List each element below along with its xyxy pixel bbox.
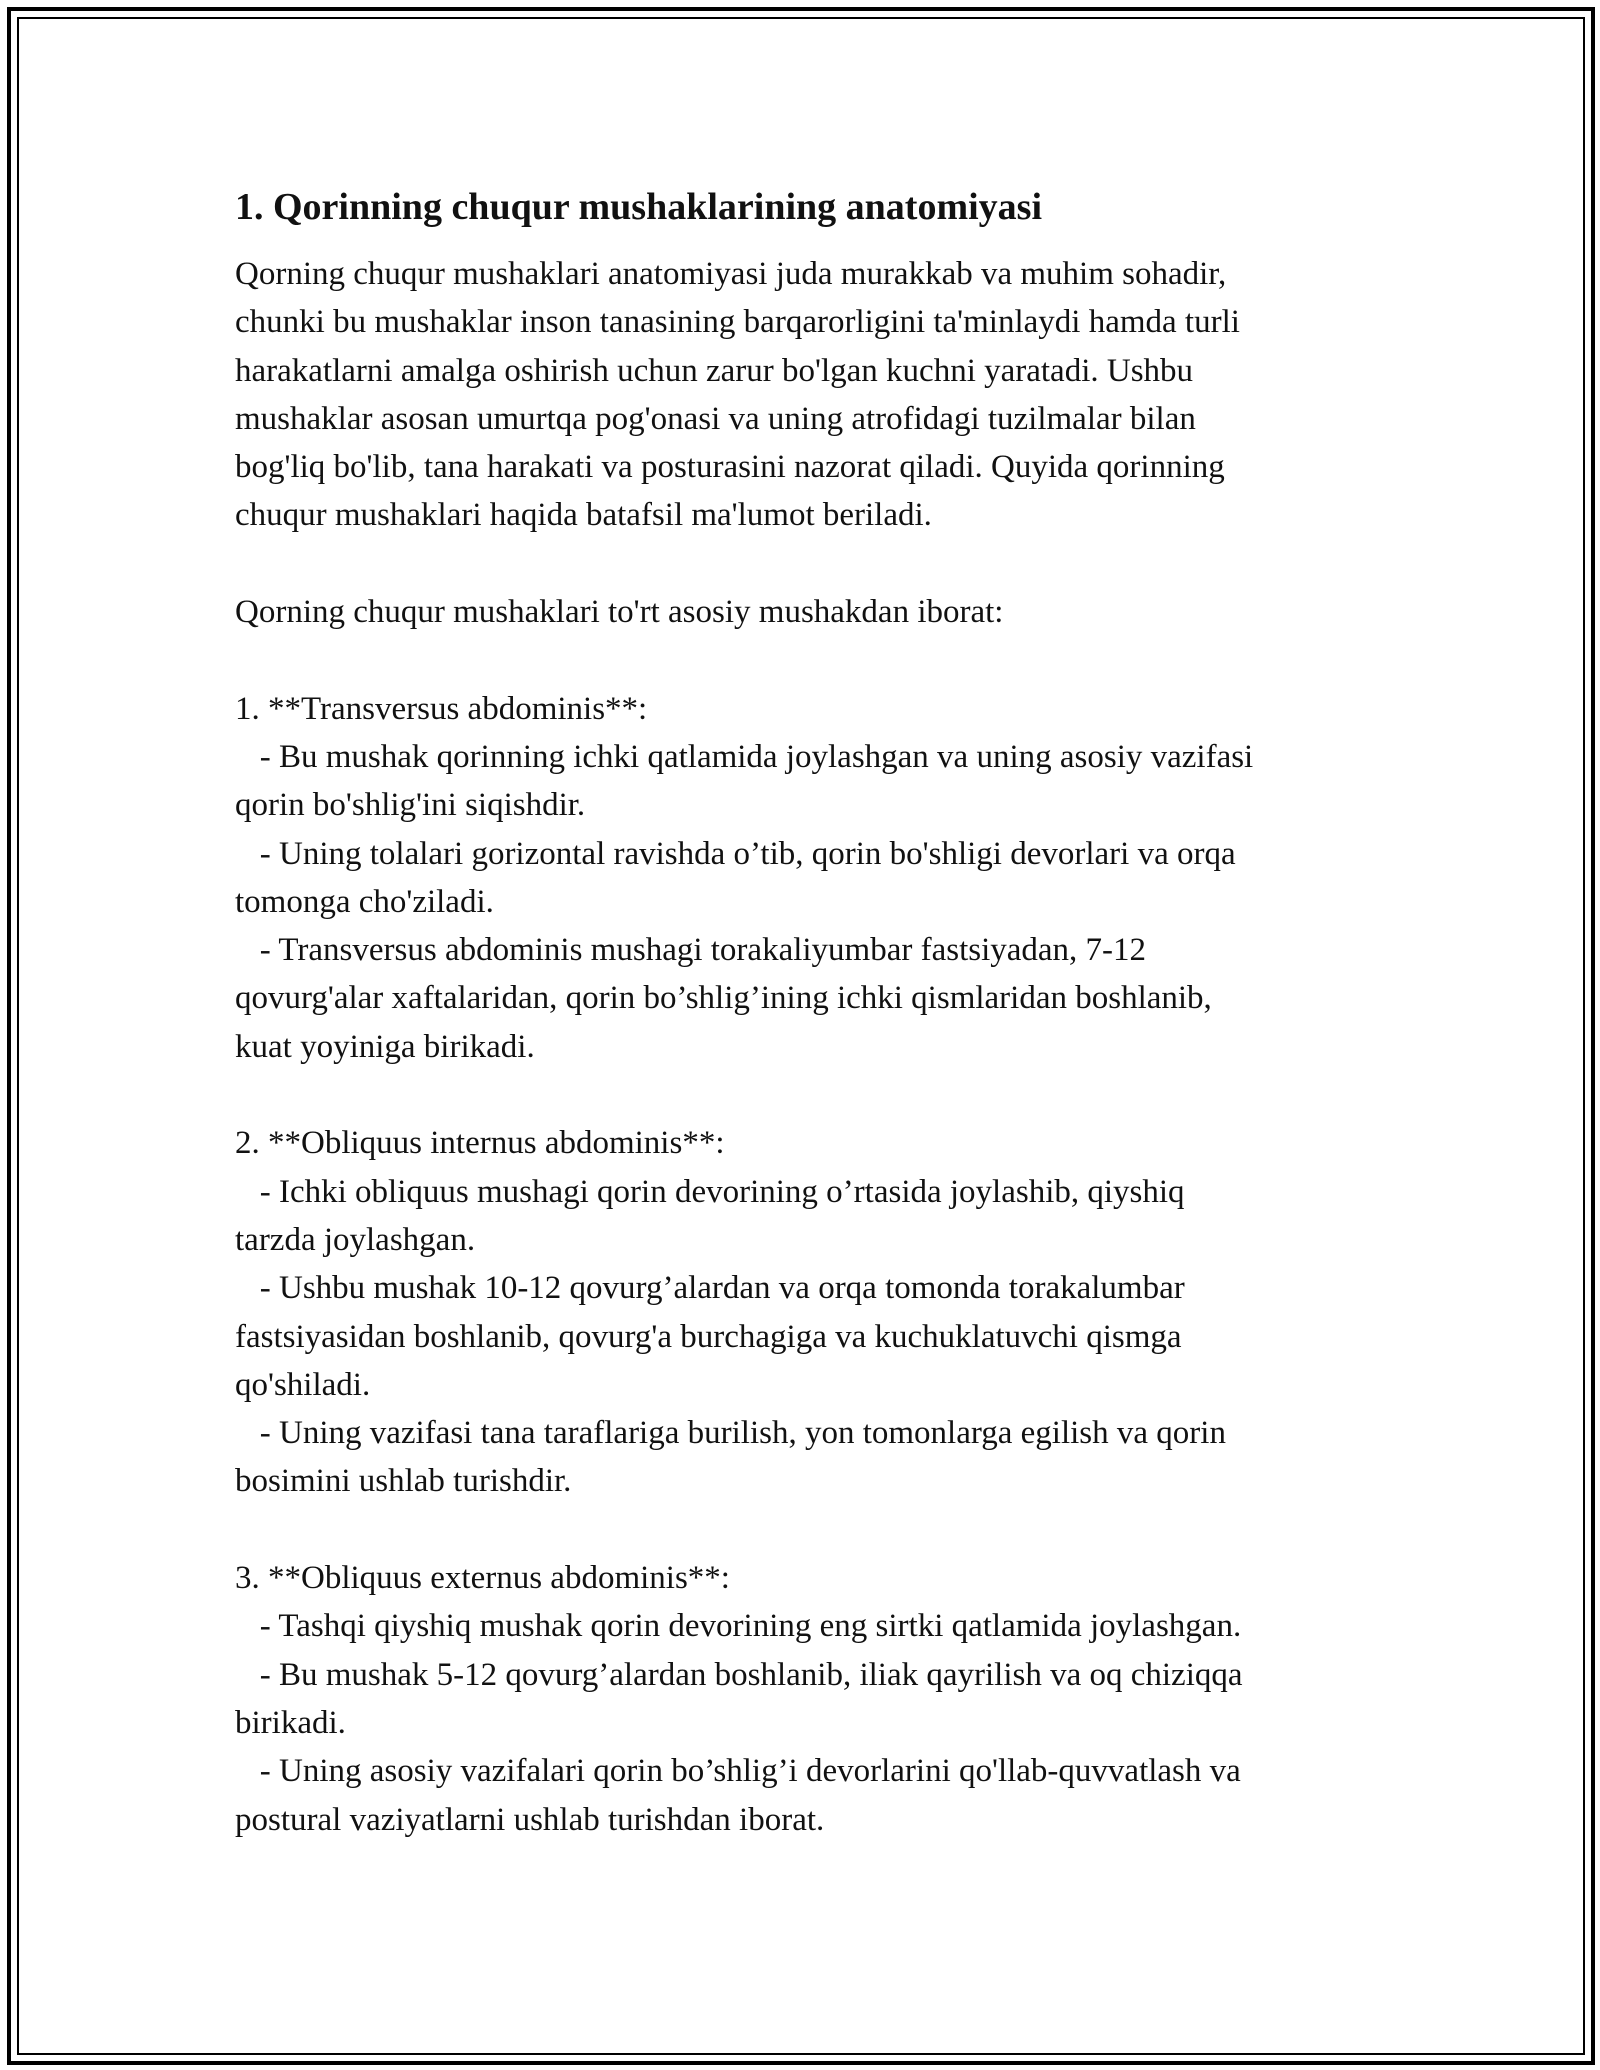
text-line: bosimini ushlab turishdir. bbox=[235, 1463, 572, 1500]
text-line: Qorning chuqur mushaklari anatomiyasi juda murakkab va muhim sohadir, bbox=[235, 256, 1227, 292]
text-line: postural vaziyatlarni ushlab turishdan iborat. bbox=[235, 1801, 825, 1838]
text-line: fastsiyasidan boshlanib, qovurg'a burchagiga va kuchuklatuvchi qismga bbox=[235, 1318, 1182, 1355]
text-line: - Uning asosiy vazifalari qorin bo’shlig’i devorlarini qo'llab-quvvatlash va bbox=[235, 1753, 1241, 1790]
text-line: qo'shiladi. bbox=[235, 1366, 371, 1403]
document-body bbox=[235, 184, 1385, 1844]
text-line: mushaklar asosan umurtqa pog'onasi va uning atrofidagi tuzilmalar bilan bbox=[235, 400, 1196, 437]
text-line: kuat yoyiniga birikadi. bbox=[235, 1028, 535, 1065]
section-heading: 1. Qorinning chuqur mushaklarining anatomiyasi bbox=[235, 186, 1043, 228]
list-item-heading: 1. **Transversus abdominis**: bbox=[235, 690, 648, 727]
text-line: - Ichki obliquus mushagi qorin devorining o’rtasida joylashib, qiyshiq bbox=[235, 1173, 1185, 1210]
blank-line bbox=[235, 636, 1385, 684]
text-line: qovurg'alar xaftalaridan, qorin bo’shlig’ining ichki qismlaridan boshlanib, bbox=[235, 980, 1212, 1017]
blank-line bbox=[235, 1506, 1385, 1554]
text-line: - Tashqi qiyshiq mushak qorin devorining eng sirtki qatlamida joylashgan. bbox=[235, 1608, 1242, 1645]
text-line: - Bu mushak 5-12 qovurg’alardan boshlanib, iliak qayrilish va oq chiziqqa bbox=[235, 1656, 1243, 1693]
text-line: - Ushbu mushak 10-12 qovurg’alardan va orqa tomonda torakalumbar bbox=[235, 1270, 1185, 1307]
blank-line bbox=[235, 540, 1385, 588]
text-line: bog'liq bo'lib, tana harakati va posturasini nazorat qiladi. Quyida qorinning bbox=[235, 449, 1225, 486]
list-item-heading: 3. **Obliquus externus abdominis**: bbox=[235, 1560, 730, 1597]
text-line: harakatlarni amalga oshirish uchun zarur bo'lgan kuchni yaratadi. Ushbu bbox=[235, 352, 1194, 389]
text-line: chuqur mushaklari haqida batafsil ma'lumot beriladi. bbox=[235, 497, 932, 534]
text-line: - Uning tolalari gorizontal ravishda o’tib, qorin bo'shligi devorlari va orqa bbox=[235, 835, 1236, 872]
text-line: qorin bo'shlig'ini siqishdir. bbox=[235, 787, 586, 824]
text-line: birikadi. bbox=[235, 1704, 346, 1741]
text-line: - Bu mushak qorinning ichki qatlamida joylashgan va uning asosiy vazifasi bbox=[235, 738, 1254, 775]
blank-line bbox=[235, 1071, 1385, 1119]
text-line: - Uning vazifasi tana taraflariga burilish, yon tomonlarga egilish va qorin bbox=[235, 1415, 1226, 1452]
text-line: Qorning chuqur mushaklari to'rt asosiy mushakdan iborat: bbox=[235, 594, 1004, 631]
list-item-heading: 2. **Obliquus internus abdominis**: bbox=[235, 1125, 725, 1162]
text-line: tarzda joylashgan. bbox=[235, 1221, 476, 1258]
text-line: - Transversus abdominis mushagi torakaliyumbar fastsiyadan, 7-12 bbox=[235, 932, 1147, 969]
body-text bbox=[235, 250, 1385, 1844]
text-line: chunki bu mushaklar inson tanasining barqarorligini ta'minlaydi hamda turli bbox=[235, 304, 1240, 341]
text-line: tomonga cho'ziladi. bbox=[235, 883, 494, 920]
